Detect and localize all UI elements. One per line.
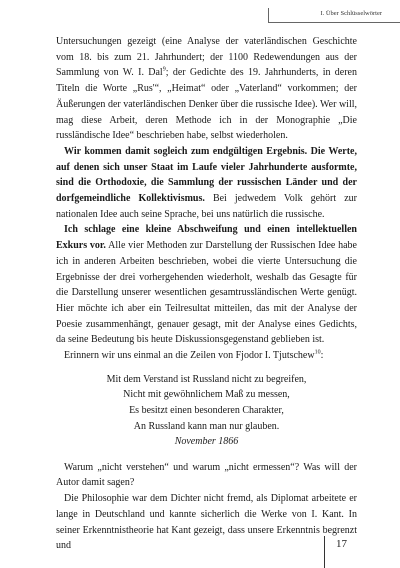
footnote-ref-9: 9 [162, 67, 166, 74]
running-title: I. Über Schlüsselwörter [320, 10, 382, 17]
poem-line: An Russland kann man nur glauben. [133, 420, 280, 432]
paragraph-1: Untersuchungen gezeigt (eine Analyse der vaterländischen Geschichte vom 18. bis zum 21. Jahrhundert; der 1100 Redewendungen aus der Sammlung von W. I. Dal$^9$; der Gedichte des 19. Jahrhunderts, in deren Titeln die Worte „Rus'“, „Heimat“ oder „Vaterland“ vorkommen; der Äußerungen der vaterländischen Denker über die russische Idee). Wer will, mag diese Arbeit, deren Methode ich in der Monographie „Die russländische Idee“ beschrieben habe, selbst wiederholen. [56, 36, 357, 142]
page-body [56, 34, 357, 554]
footer-rule [324, 536, 325, 568]
header-divider [268, 8, 269, 22]
poem-line: Nicht mit gewöhnlichem Maß zu messen, [123, 389, 290, 401]
footnote-ref-10: 10 [314, 349, 321, 356]
paragraph-5: Warum „nicht verstehen“ und warum „nicht ermessen“? Was will der Autor damit sagen? [56, 461, 357, 489]
paragraph-4: Erinnern wir uns einmal an die Zeilen von Fjodor I. Tjutschew$^{10}$: [64, 349, 324, 362]
page-number: 17 [336, 538, 347, 550]
header-rule [268, 22, 400, 23]
paragraph-6: Die Philosophie war dem Dichter nicht fremd, als Diplomat arbeitete er lange in Deutschland und kannte sicherlich die Werke von I. Kant. In seiner Erkenntnistheorie hat Kant gezeigt, dass unsere Erkenntnis begrenzt und [56, 493, 357, 552]
running-header [0, 8, 400, 26]
poem-line: Mit dem Verstand ist Russland nicht zu begreifen, [106, 373, 307, 385]
paragraph-2: Wir kommen damit sogleich zum endgültigen Ergebnis. Die Werte, auf denen sich unser Staat im Laufe vieler Jahrhunderte ausformte, sind die Orthodoxie, die Sammlung der russischen Länder und der dorfgemeindliche Kollektivismus. Bei jedwedem Volk gehört zur nationalen Idee auch seine Sprache, bei uns natürlich die russische. [56, 145, 357, 220]
poem-line: Es besitzt einen besonderen Charakter, [129, 404, 284, 416]
poem-block [56, 372, 357, 450]
paragraph-3: Ich schlage eine kleine Abschweifung und einen intellektuellen Exkurs vor. Alle vier Methoden zur Darstellung der Russischen Idee habe ich in anderen Arbeiten beschrieben, wobei die vierte Untersuchung die Ergebnisse der drei vorhergehenden wiederholt, weshalb das Gesagte für die Darstellung unserer wesentlichen gesamtrussländischen Werte genügt. Hier möchte ich aber ein Teilresultat mitteilen, das mit der Analyse der Poesie zusammenhängt, genauer gesagt, mit der Analyse eines Gedichts, da seine Bedeutung bis heute Diskussionsgegenstand geblieben ist. [56, 224, 357, 346]
poem-date: November 1866 [174, 436, 239, 448]
